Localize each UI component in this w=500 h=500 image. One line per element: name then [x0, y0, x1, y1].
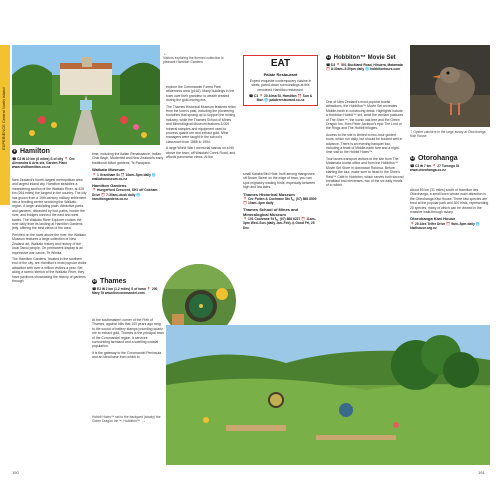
- section-label: EXPERIENCE Central North Island: [1, 87, 6, 150]
- eat-name: Palate Restaurant: [263, 72, 298, 77]
- thames-info: ☎ E2 ✉ 2 km (1.2 miles) S of town 📍 200 Mary St www.thecoromandel.com: [92, 287, 158, 296]
- number-badge: 12: [410, 155, 415, 160]
- waikato-museum-title: Waikato Museum: [92, 167, 125, 173]
- page-number-left: 190: [12, 470, 19, 475]
- eat-info: ☎ C3 📍 20 Alma St, Hamilton ⏰ Sun & Mon 🌐 palaterestaurant.co.nz: [248, 94, 313, 103]
- gardens-photo: [12, 45, 160, 145]
- col3-body: small Karaka Bird Hide, built among mangroves off Brown Street on the edge of town, you can spot migratory wading birds, especially between high and low tides. Thames Historical Museum 📍 Cnr Pollen & Cochrane Sts 📞 (07) 868 8509 ⏰ 10am–4pm daily Thames School of Mines and Mineralogical Museum 📍 101 Cochrane St 📞 (07) 868 6227 ⏰ 11am–3pm Wed–Sun (daily Jan–Feb) ⚠ Good Fri, 25 Dec: [243, 172, 317, 230]
- otorohanga-body: About 50 km (31 miles) south of Hamilton lies Otorohanga, a small town whose main attraction is the Otorohanga Kiwi House. Three kiwi species are bred at the popular park and 300 birds, representing 20 species, many of which can be viewed in the massive walk-through aviary. Otorohanga Kiwi House 📍 20 Alex Telfer Drive ⏰ 9am–5pm daily 🌐 kiwihouse.org.nz: [410, 188, 489, 231]
- thames-body: At the southeastern corner of the Firth of Thames, against hills that 100 years ago rang to the sound of battery stamps pounding quartz ore to extract gold, Thames is the principal town of the Coromandel region. It services surrounding farmland and a swelling coastal population. It is the gateway to the Coromandel Peninsula and an ideal base from which to: [92, 318, 164, 360]
- eat-desc: Expect exquisite contemporary cuisine in sleek, pared-down surroundings at this renowned Hamilton restaurant.: [249, 79, 312, 92]
- gardens-caption: ← Visitors exploring the themed collection in pleasant Hamilton Gardens: [163, 52, 233, 65]
- hamilton-gardens-title: Hamilton Gardens: [92, 183, 127, 189]
- waikato-museum-info: 📍 1 Grantham St ⏰ 10am–5pm daily 🌐 waikatomuseum.co.nz: [92, 172, 156, 181]
- thames-museum-info: 📍 Cnr Pollen & Cochrane Sts 📞 (07) 868 8509 ⏰ 10am–4pm daily: [243, 197, 317, 206]
- hamilton-info: ☎ C3 ✉ 10 km (6 miles) S of city 📍 Cnr Alexandra & Arts sts, Garden Place www.visithamilton.co.nz: [12, 157, 75, 170]
- otorohanga-info: ☎ C3 ✉ 7 km 📍 27 Turongo St www.otorohanga.co.nz: [410, 164, 460, 173]
- arrow-right-icon: →: [140, 418, 146, 425]
- eat-box: [243, 55, 318, 106]
- kiwi-house-info: 📍 20 Alex Telfer Drive ⏰ 9am–5pm daily 🌐 kiwihouse.org.nz: [410, 221, 480, 231]
- number-badge: 9: [13, 148, 16, 153]
- middle-body: explore the Coromandel Forest Park wilderness area (p162). Many buildings in the town owe their grandeur to wealth created during the gold-mining era. The Thames Historical Museum features relics from the town's past, including the pioneering foundries that sprang up to support the mining industry, while the Thames School of Mines and Mineralogical Museum features 5,000 mineral samples and equipment used to process quartz ore and extract gold. Mine managers were taught in the school's classroom from 1885 to 1954. A large World War I memorial stands on a hill above the town, off Waiotahi Creek Road, and affords panoramic views. At the: [166, 85, 236, 160]
- number-badge: 11: [326, 55, 331, 59]
- hobbiton-body: One of New Zealand's most popular tourist attractions, the Hobbiton™ Movie Set recreates Middle-earth in convincing detail. Highlights include a Hobbiton Hobbit™ set, amid the verdant pastures of The Shire™, the iconic oak tree and the Green Dragon Inn, from Peter Jackson's epic The Lord of the Rings and The Hobbit trilogies. Access to the site is limited to two-hour guided tours, which run daily, but should be booked well in advance. There is an evening banquet tour, including a feast of Middle-earth fare and a night-time visit to the Hobbit Holes™. Tour buses transport visitors to the site from The Matamata tourist office and from the Hobbiton™ Movie Set Store in downtown Rotorua. Before starting the tour, make sure to head to the Shire's Rest™ Café in Hobbiton, which serves both second breakfast and elevenses, two of the six daily meals of a hobbit.: [326, 100, 404, 188]
- bird-caption: ↑ Oyster catchers in the large aviary at Otorohanga Kiwi House: [410, 129, 486, 139]
- bird-photo: [410, 45, 490, 127]
- arrow-up-icon: ↑: [410, 129, 413, 135]
- hobbit-caption: Hobbit Holes™ set to the backyard (slowly) the Green Dragon Inn™, Hobbiton™ →: [92, 415, 161, 425]
- hobbiton-photo: [166, 325, 490, 465]
- arrow-left-icon: ←: [163, 51, 168, 57]
- eat-heading: EAT: [270, 58, 291, 69]
- hobbiton-heading: 11 Hobbiton™ Movie Set ☎ D3 📍 501 Buckland Road, Hinuera, Matamata ⏰ 8:30am–3:30pm daily 🌐 hobbitontours.com: [326, 55, 403, 72]
- hamilton-gardens-info: 📍 Hungerford Crescent, SH1 off Cobham Drive ⏰ 7:30am–dusk daily 🌐 hamiltongardens.co.nz: [92, 188, 158, 201]
- hobbiton-info: ☎ D3 📍 501 Buckland Road, Hinuera, Matamata ⏰ 8:30am–3:30pm daily 🌐 hobbitontours.com: [326, 63, 403, 72]
- kiwi-house-title: Otorohanga Kiwi House: [410, 216, 456, 222]
- thames-school-info: 📍 101 Cochrane St 📞 (07) 868 6227 ⏰ 11am–3pm Wed–Sun (daily Jan–Feb) ⚠ Good Fri, 25 Dec: [243, 217, 317, 230]
- hamilton-body-cont: time, including the Italian Renaissance, Indian Char Bagh, Modernist and New Zealand's early traditional Māori gardens, Te Parapara. Waikato Museum 📍 1 Grantham St ⏰ 10am–5pm daily 🌐 waikatomuseum.co.nz Hamilton Gardens 📍 Hungerford Crescent, SH1 off Cobham Drive ⏰ 7:30am–dusk daily 🌐 hamiltongardens.co.nz: [92, 152, 164, 201]
- hamilton-heading: 9 Hamilton ☎ C3 ✉ 10 km (6 miles) S of city 📍 Cnr Alexandra & Arts sts, Garden Place www.visithamilton.co.nz: [12, 148, 87, 170]
- page-number-right: 191: [478, 470, 485, 475]
- otorohanga-heading: 12 Otorohanga ☎ C3 ✉ 7 km 📍 27 Turongo St www.otorohanga.co.nz: [410, 155, 490, 172]
- number-badge: 10: [92, 278, 97, 283]
- thames-museum-title: Thames Historical Museum: [243, 191, 295, 197]
- hamilton-body: New Zealand's fourth-largest metropolitan area and largest inland city, Hamilton straddles a meandering section of the Waikato River, at 425 km (264 miles) the longest in the country. The city has grown from a 19th-century military settlement into a bustling centre servicing the Waikato region. A large undulating plain. Attractive parks and gardens, dissected by foot-paths, border the river, and bridges connect the east and west banks. The Waikato River Explorer cruises the river daily from its landing at Hamilton Gardens jetty, offering the best views of the area. Perched on the bank above the river, the Waikato Museum features a large collection of New Zealand art, Waikato history and history of the local Tainui people. On permanent display is an impressive war canoe, Te Winika. The Hamilton Gardens, located in the southern end of the city, are Hamilton's most popular visitor attraction with over a million visitors a year. Set along a scenic stretch of the Waikato River, they have pavilions showcasing the history of gardens through: [12, 178, 87, 283]
- thames-heading: 10 Thames ☎ E2 ✉ 2 km (1.2 miles) S of town 📍 200 Mary St www.thecoromandel.com: [92, 278, 164, 295]
- thames-school-title: Thames School of Mines and Mineralogical Museum: [243, 207, 299, 217]
